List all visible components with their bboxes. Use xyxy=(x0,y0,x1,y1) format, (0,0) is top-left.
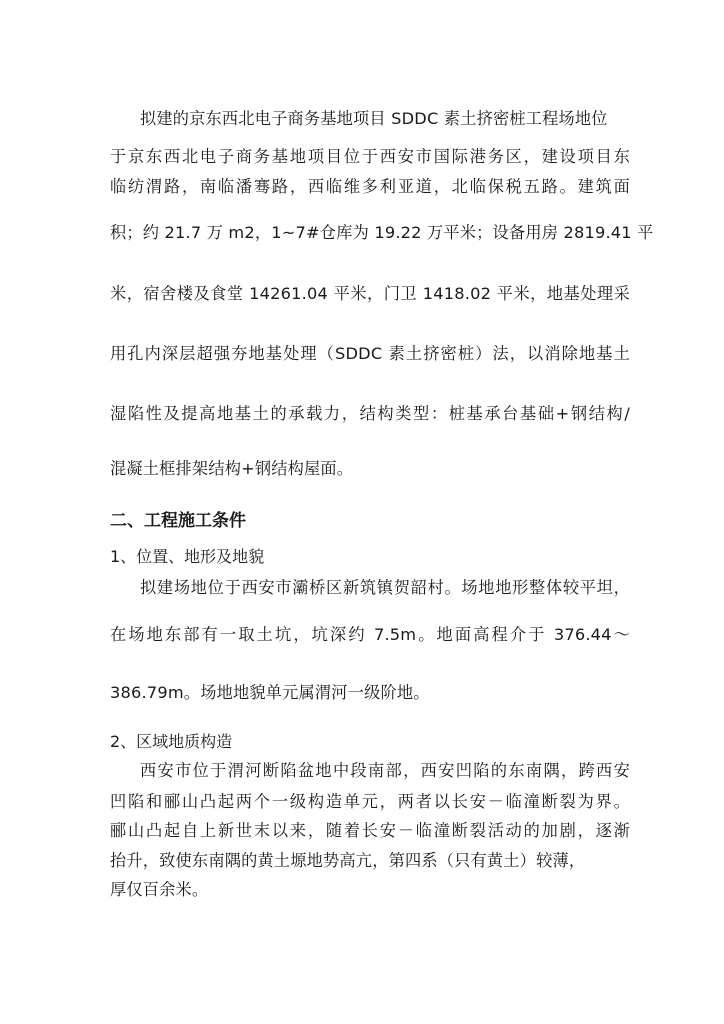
intro-line-1: 拟建的京东西北电子商务基地项目 SDDC 素土挤密桩工程场地位 xyxy=(140,109,608,128)
subsection-1-title: 1、位置、地形及地貌 xyxy=(110,547,265,566)
sub1-line-3: 386.79m。场地地貌单元属渭河一级阶地。 xyxy=(110,683,430,702)
sub2-line-3: 郦山凸起自上新世末以来，随着长安－临潼断裂活动的加剧，逐渐 xyxy=(110,821,630,840)
sub1-line-2: 在场地东部有一取土坑，坑深约 7.5m。地面高程介于 376.44～ xyxy=(110,625,630,644)
intro-line-6: 用孔内深层超强夯地基处理（SDDC 素土挤密桩）法，以消除地基土 xyxy=(110,344,630,363)
sub2-line-5: 厚仅百余米。 xyxy=(110,880,209,899)
subsection-2-title: 2、区域地质构造 xyxy=(110,732,233,751)
sub2-line-4: 抬升，致使东南隅的黄土塬地势高亢，第四系（只有黄土）较薄， xyxy=(110,851,586,870)
intro-line-8: 混凝土框排架结构+钢结构屋面。 xyxy=(110,459,354,478)
intro-line-5: 米，宿舍楼及食堂 14261.04 平米，门卫 1418.02 平米，地基处理采 xyxy=(110,284,630,303)
sub1-line-1: 拟建场地位于西安市灞桥区新筑镇贺韶村。场地地形整体较平坦， xyxy=(140,578,630,597)
intro-line-4: 积；约 21.7 万 m2，1~7#仓库为 19.22 万平米；设备用房 2819.41 平 xyxy=(110,223,654,242)
intro-line-2: 于京东西北电子商务基地项目位于西安市国际港务区，建设项目东 xyxy=(110,147,630,166)
sub2-line-1: 西安市位于渭河断陷盆地中段南部，西安凹陷的东南隅，跨西安 xyxy=(140,761,630,780)
intro-line-3: 临纺渭路，南临潘骞路，西临维多利亚道，北临保税五路。建筑面 xyxy=(110,177,630,196)
sub2-line-2: 凹陷和郦山凸起两个一级构造单元，两者以长安－临潼断裂为界。 xyxy=(110,792,630,811)
intro-line-7: 湿陷性及提高地基土的承载力，结构类型：桩基承台基础+钢结构/ xyxy=(110,404,630,423)
section-heading: 二、工程施工条件 xyxy=(110,511,246,531)
